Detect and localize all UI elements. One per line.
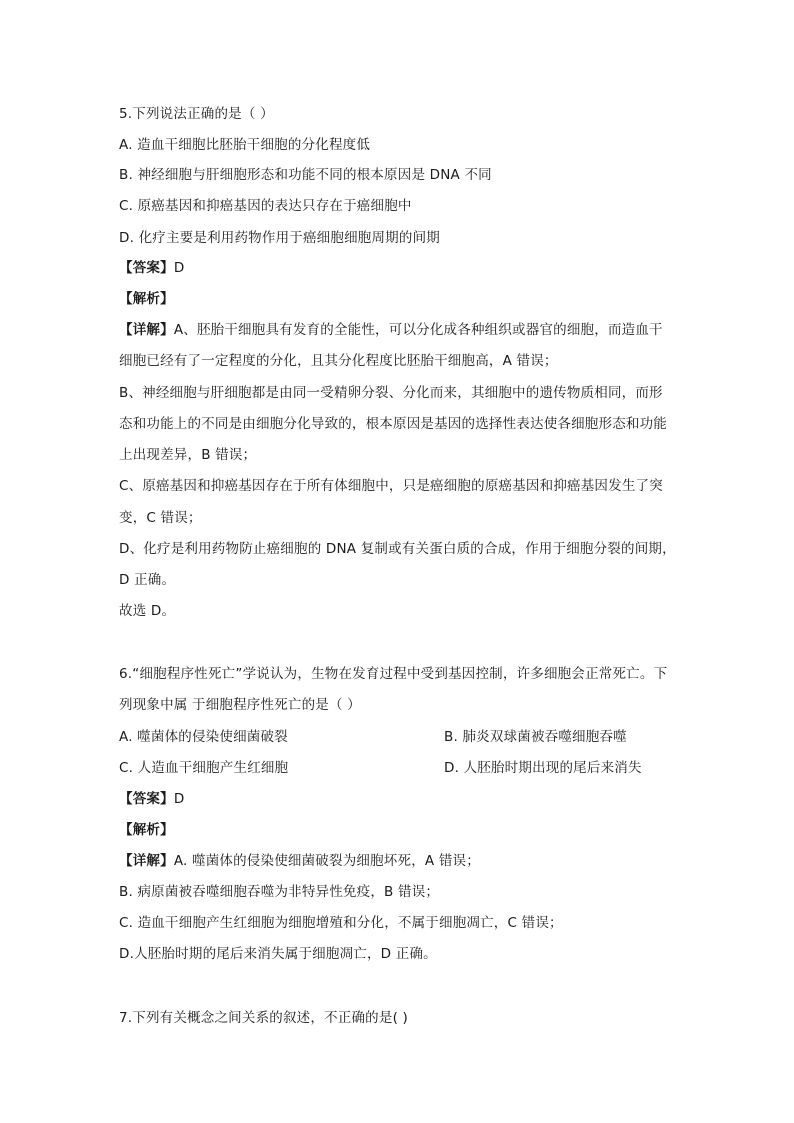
q6-option-d: D. 人胚胎时期出现的尾后来消失 <box>444 760 642 776</box>
q6-option-c: C. 人造血干细胞产生红细胞 <box>119 760 289 776</box>
q5-option-c: C. 原癌基因和抑癌基因的表达只存在于癌细胞中 <box>119 198 412 214</box>
q5-stem: 5.下列说法正确的是（ ） <box>119 106 274 122</box>
q6-stem-line-2: 列现象中属 于细胞程序性死亡的是（ ） <box>119 697 361 713</box>
q6-detail-label: 【详解】 <box>119 853 174 869</box>
q6-explanation-line-4: D.人胚胎时期的尾后来消失属于细胞凋亡，D 正确。 <box>119 946 437 962</box>
q5-explanation-line-5: 上出现差异，B 错误； <box>119 447 257 463</box>
q6-explanation-line-2: B. 病原菌被吞噬细胞吞噬为非特异性免疫，B 错误； <box>119 884 440 900</box>
q6-answer-value: D <box>173 791 185 807</box>
q5-detail-label: 【详解】 <box>119 322 174 338</box>
q6-explanation-line-1 <box>119 852 480 870</box>
q6-stem-line-1: 6.“细胞程序性死亡”学说认为，生物在发育过程中受到基因控制，许多细胞会正常死亡。下 <box>119 666 668 682</box>
q5-explanation-line-1 <box>119 321 663 339</box>
q5-option-d: D. 化疗主要是利用药物作用于癌细胞细胞周期的间期 <box>119 230 440 246</box>
q6-option-b: B. 肺炎双球菌被吞噬细胞吞噬 <box>444 729 627 745</box>
q6-answer-label: 【答案】 <box>119 791 174 807</box>
q6-analysis-label: 【解析】 <box>119 822 174 838</box>
q6-explanation-line-3: C. 造血干细胞产生红细胞为细胞增殖和分化，不属于细胞凋亡，C 错误； <box>119 915 563 931</box>
q5-answer <box>119 259 184 277</box>
q5-answer-value: D <box>173 260 185 276</box>
q5-explanation-line-6: C、原癌基因和抑癌基因存在于所有体细胞中，只是癌细胞的原癌基因和抑癌基因发生了突 <box>119 478 663 494</box>
q6-option-a: A. 噬菌体的侵染使细菌破裂 <box>119 729 288 745</box>
q5-explanation-line-2: 细胞已经有了一定程度的分化，且其分化程度比胚胎干细胞高，A 错误； <box>119 353 558 369</box>
q5-explanation-text-1: A、胚胎干细胞具有发育的全能性，可以分化成各种组织或器官的细胞，而造血干 <box>173 322 663 338</box>
q5-option-a: A. 造血干细胞比胚胎干细胞的分化程度低 <box>119 137 371 153</box>
q5-analysis-label: 【解析】 <box>119 291 174 307</box>
q5-explanation-line-8: D、化疗是利用药物防止癌细胞的 DNA 复制或有关蛋白质的合成，作用于细胞分裂的间期， <box>119 541 676 557</box>
q5-explanation-line-9: D 正确。 <box>119 572 176 588</box>
q6-answer <box>119 790 184 808</box>
q6-explanation-text-1: A. 噬菌体的侵染使细菌破裂为细胞坏死，A 错误； <box>173 853 480 869</box>
q5-explanation-line-10: 故选 D。 <box>119 603 176 619</box>
q5-answer-label: 【答案】 <box>119 260 174 276</box>
q7-stem: 7.下列有关概念之间关系的叙述，不正确的是( ) <box>119 1010 409 1026</box>
q5-option-b: B. 神经细胞与肝细胞形态和功能不同的根本原因是 DNA 不同 <box>119 167 492 183</box>
q5-explanation-line-4: 态和功能上的不同是由细胞分化导致的，根本原因是基因的选择性表达使各细胞形态和功能 <box>119 416 667 432</box>
q5-explanation-line-7: 变，C 错误； <box>119 510 202 526</box>
q5-explanation-line-3: B、神经细胞与肝细胞都是由同一受精卵分裂、分化而来，其细胞中的遗传物质相同，而形 <box>119 385 663 401</box>
